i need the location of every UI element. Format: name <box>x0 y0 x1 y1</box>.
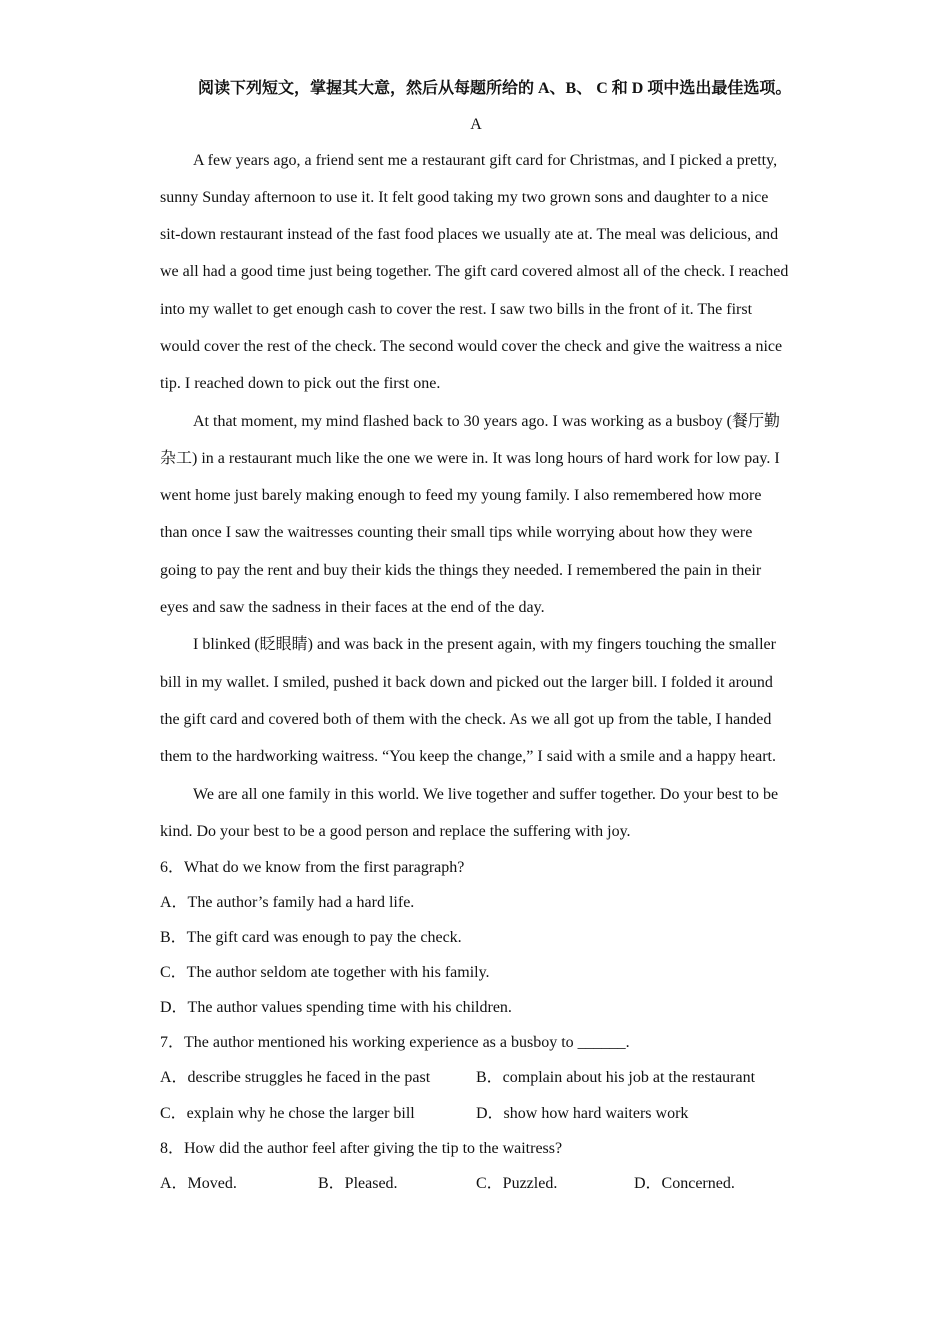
question-8 <box>160 1131 792 1202</box>
question-stem: 6．What do we know from the first paragraph? <box>160 859 465 877</box>
passage-paragraph-4: We are all one family in this world. We live together and suffer together. Do your best to be kind. Do your best to be a good person and replace the suffering with joy. <box>160 785 779 840</box>
option-b: B．complain about his job at the restaurant <box>476 1069 756 1087</box>
passage-paragraph-2: At that moment, my mind flashed back to 30 years ago. I was working as a busboy (餐厅勤杂工) in a restaurant much like the one we were in. It was long hours of hard work for low pay. I went home just barely making enough to feed my young family. I also remembered how more than once I saw the waitresses counting their small tips while worrying about how they were going to pay the rent and buy their kids the things they needed. I remembered the pain in their eyes and saw the sadness in their faces at the end of the day. <box>160 412 781 617</box>
option-c: C．The author seldom ate together with his family. <box>160 964 490 982</box>
option-d: D．The author values spending time with his children. <box>160 999 512 1017</box>
passage-paragraph-1: A few years ago, a friend sent me a restaurant gift card for Christmas, and I picked a pretty, sunny Sunday afternoon to use it. It felt good taking my two grown sons and daughter to a nice sit-down restaurant instead of the fast food places we usually ate at. The meal was delicious, and we all had a good time just being together. The gift card covered almost all of the check. I reached into my wallet to get enough cash to cover the rest. I saw two bills in the front of it. The first would cover the rest of the check. The second would cover the check and give the waitress a nice tip. I reached down to pick out the first one. <box>160 151 789 393</box>
exam-page <box>160 70 792 1202</box>
option-b: B．Pleased. <box>318 1175 398 1193</box>
option-b: B．The gift card was enough to pay the check. <box>160 929 462 947</box>
option-a: A．describe struggles he faced in the past <box>160 1069 431 1087</box>
question-6 <box>160 850 792 1025</box>
option-row <box>160 1060 792 1096</box>
option-a: A．Moved. <box>160 1175 237 1193</box>
passage-paragraph-3: I blinked (眨眼睛) and was back in the present again, with my fingers touching the smaller bill in my wallet. I smiled, pushed it back down and picked out the larger bill. I folded it around the gift card and covered both of them with the check. As we all got up from the table, I handed them to the hardworking waitress. “You keep the change,” I said with a smile and a happy heart. <box>160 636 776 766</box>
question-stem: 7．The author mentioned his working experience as a busboy to ______. <box>160 1034 630 1052</box>
option-c: C．explain why he chose the larger bill <box>160 1104 415 1122</box>
option-a: A．The author’s family had a hard life. <box>160 894 415 912</box>
option-c: C．Puzzled. <box>476 1175 558 1193</box>
question-stem: 8．How did the author feel after giving the tip to the waitress? <box>160 1140 563 1158</box>
option-d: D．show how hard waiters work <box>476 1104 689 1122</box>
question-7 <box>160 1025 792 1131</box>
option-d: D．Concerned. <box>634 1175 735 1193</box>
option-row <box>160 1166 792 1202</box>
section-title: A <box>470 115 482 133</box>
option-row <box>160 1096 792 1132</box>
instruction-text: 阅读下列短文，掌握其大意，然后从每题所给的 A、B、 C 和 D 项中选出最佳选项。 <box>198 80 792 97</box>
